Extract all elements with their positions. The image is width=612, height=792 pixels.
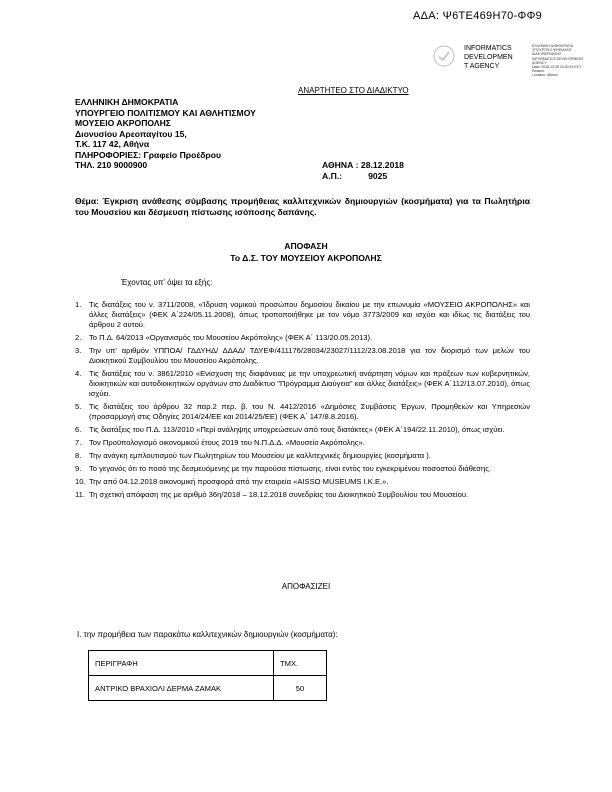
- list-item: 2. Το Π.Δ. 64/2013 «Οργανισμός του Μουσείου Ακρόπολης» (ΦΕΚ Α΄ 113/20.05.2013).: [75, 333, 373, 342]
- stamp-agency-name: INFORMATICS DEVELOPMEN T AGENCY: [464, 45, 513, 70]
- list-item: 4. Τις διατάξεις του ν. 3861/2010 «Ενίσχυση της διαφάνειας με την υποχρεωτική ανάρτηση νόμων και πράξεων των κυβερνητικών, διοικητικών και αυτοδιοικητικών οργάνων στο Διαδίκτυο "Πρόγραμμα Διαύγεια" και άλλες διατάξεις» (ΦΕΚ Α΄112/13.07.2010), όπως ισχύει.: [75, 369, 530, 398]
- list-item: 5. Τις διατάξεις του άρθρου 32 παρ.2 περ. β. του Ν. 4412/2016 «Δημόσιες Συμβάσεις Έργων, Προμηθειών και Υπηρεσιών (προσαρμογή στις Οδηγίες 2014/24/ΕΕ και 2014/25/ΕΕ) (ΦΕΚ Α΄ 147/8.8.2016).: [75, 402, 530, 421]
- considerations-list: [75, 300, 530, 503]
- table-cell-description: ΑΝΤΡΙΚΟ ΒΡΑΧΙΟΛΙ ΔΕΡΜΑ ΖΑΜΑΚ: [89, 676, 274, 701]
- list-item: 10. Την από 04.12.2018 οικονομική προσφορά από την εταιρεία «AISSO MUSEUMS I.K.E.».: [75, 477, 389, 486]
- document-date: ΑΘΗΝΑ : 28.12.2018: [322, 160, 404, 170]
- issuer-block: [75, 97, 256, 171]
- considerations-intro: Έχοντας υπ' όψει τα εξής:: [121, 278, 213, 287]
- decision-body: Το Δ.Σ. ΤΟΥ ΜΟΥΣΕΙΟΥ ΑΚΡΟΠΟΛΗΣ: [230, 253, 382, 263]
- subject: Θέμα: Έγκριση ανάθεσης σύμβασης προμήθειας καλλιτεχνικών δημιουργιών (κοσμήματα) για τα Πωλητήρια του Μουσείου και δέσμευση πίστωσης ισόποσης δαπάνης.: [75, 196, 530, 217]
- issuer-line: Τ.Κ. 117 42, Αθήνα: [75, 139, 150, 149]
- list-item: 11. Τη σχετική απόφαση της με αριθμό 36η/2018 – 18.12.2018 συνεδρίας του Διοικητικού Συμβουλίου του Μουσείου.: [75, 490, 469, 499]
- digital-signature-stamp-icon: [432, 44, 456, 68]
- table-header-row: [89, 651, 327, 676]
- protocol-number: Α.Π.: 9025: [322, 170, 388, 181]
- list-item: 8. Την ανάγκη εμπλουτισμού των Πωλητηρίων του Μουσείου με καλλιτεχνικές δημιουργίες (κοσμήματα ).: [75, 451, 431, 460]
- stamp-details: ΕΛΛΗΝΙΚΗ ΔΗΜΟΚΡΑΤΙΑ ΥΠΟΥΡΓΕΙΟ ΨΗΦΙΑΚΗΣ ΔΙΑΚΥΒΕΡΝΗΣΗΣ INFORMATICS DEVELOPMENT AGENCY Date: 2018.12.28 15:40:25 EET Reason: Location: Athens: [532, 44, 584, 78]
- issuer-line: Διονυσίου Αρεοπαγίτου 15,: [75, 128, 187, 139]
- decides-heading: ΑΠΟΦΑΣΙΖΕΙ: [281, 582, 331, 591]
- tel-line: ΤΗΛ. 210 9000900: [75, 160, 148, 170]
- table-cell-quantity: 50: [274, 676, 327, 701]
- column-header-description: ΠΕΡΙΓΡΑΦΗ: [89, 651, 274, 676]
- column-header-quantity: ΤΜΧ.: [274, 651, 327, 676]
- decision-point-i: Ι. την προμήθεια των παρακάτω καλλιτεχνικών δημιουργιών (κοσμήματα):: [77, 630, 338, 639]
- table-row: [89, 676, 327, 701]
- list-item: 3. Την υπ' αριθμόν ΥΠΠΟΑ/ ΓΔΔΥΗΔ/ ΔΔΑΔ/ ΤΔΥΕΦ/411176/28034/23027/1112/23.08.2018 για τον διορισμό των μελών του Διοικητικού Συμβουλίου του Μουσείου Ακρόπολης.: [75, 346, 530, 365]
- ada-code: ΑΔΑ: Ψ6ΤΕ469Η70-ΦΦ9: [413, 10, 543, 22]
- issuer-line: ΜΟΥΣΕΙΟ ΑΚΡΟΠΟΛΗΣ: [75, 118, 171, 128]
- list-item: 7. Τον Προϋπολογισμό οικονομικού έτους 2019 του Ν.Π.Δ.Δ. «Μουσείο Ακρόπολης».: [75, 438, 365, 447]
- issuer-line: ΥΠΟΥΡΓΕΙΟ ΠΟΛΙΤΙΣΜΟΥ ΚΑΙ ΑΘΛΗΤΙΣΜΟΥ: [75, 107, 256, 118]
- list-item: 6. Τις διατάξεις του Π.Δ. 113/2010 «Περί ανάληψης υποχρεώσεων από τους διατάκτες» (ΦΕΚ Α΄194/22.11.2010), όπως ισχύει.: [75, 425, 505, 434]
- list-item: 1. Τις διατάξεις του ν. 3711/2008, «Ίδρυση νομικού προσώπου δημοσίου δικαίου με την επωνυμία «ΜΟΥΣΕΙΟ ΑΚΡΟΠΟΛΗΣ» και άλλες διατάξεις» (ΦΕΚ Α΄224/05.11.2008), όπως τροποποιήθηκε με τον νόμο 3773/2009 και ισχύει και ιδίως τις διατάξεις του άρθρου 2 αυτού.: [75, 300, 530, 329]
- issuer-line: ΕΛΛΗΝΙΚΗ ΔΗΜΟΚΡΑΤΙΑ: [75, 97, 179, 107]
- decision-title: ΑΠΟΦΑΣΗ: [284, 241, 328, 251]
- info-line: ΠΛΗΡΟΦΟΡΙΕΣ: Γραφείο Προέδρου: [75, 149, 222, 160]
- posted-online-notice: ΑΝΑΡΤΗΤΕΟ ΣΤΟ ΔΙΑΔΙΚΤΥΟ: [298, 86, 409, 95]
- items-table: [88, 650, 327, 701]
- digital-signature-stamp: [464, 44, 604, 78]
- list-item: 9. Το γεγονός ότι το ποσό της δεσμευόμενης με την παρούσα πίστωσης, είναι εντός του εγκεκριμένου ποσοστού διάθεσης.: [75, 464, 491, 473]
